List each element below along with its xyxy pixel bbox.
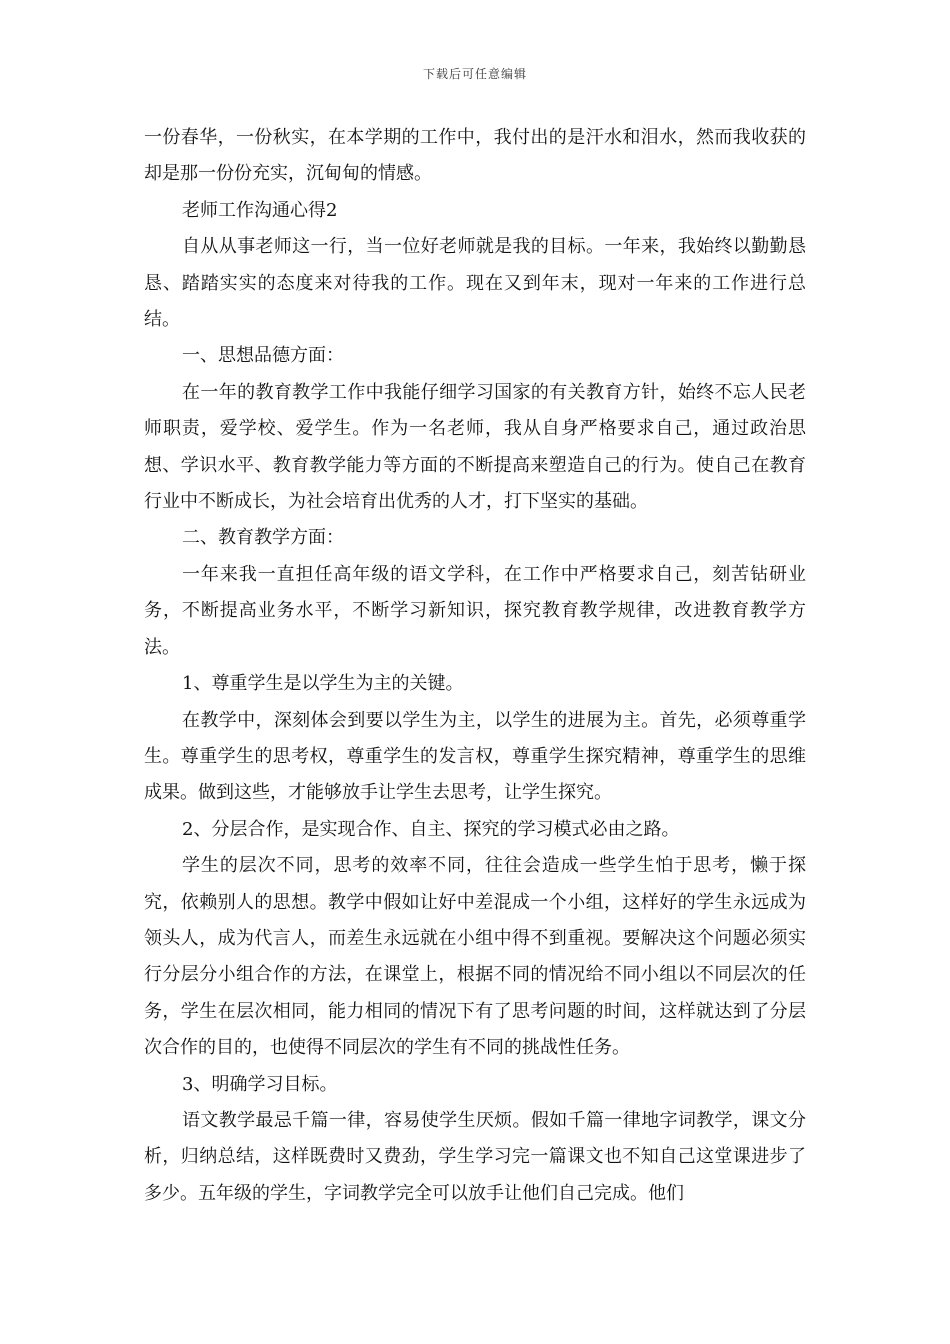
- section-title-2: 老师工作沟通心得2: [182, 199, 338, 221]
- point-3-title: 3、明确学习目标。: [182, 1073, 338, 1095]
- paragraph-teaching: 一年来我一直担任高年级的语文学科，在工作中严格要求自己，刻苦钻研业务，不断提高业务水平，不断学习新知识，探究教育教学规律，改进教育教学方法。: [144, 563, 806, 658]
- document-body: [144, 120, 806, 1212]
- point-3-body: 语文教学最忌千篇一律，容易使学生厌烦。假如千篇一律地字词教学，课文分析，归纳总结，这样既费时又费劲，学生学习完一篇课文也不知自己这堂课进步了多少。五年级的学生，字词教学完全可以放手让他们自己完成。他们: [144, 1109, 806, 1204]
- point-2-body: 学生的层次不同，思考的效率不同，往往会造成一些学生怕于思考，懒于探究，依赖别人的思想。教学中假如让好中差混成一个小组，这样好的学生永远成为领头人，成为代言人，而差生永远就在小组中得不到重视。要解决这个问题必须实行分层分小组合作的方法，在课堂上，根据不同的情况给不同小组以不同层次的任务，学生在层次相同，能力相同的情况下有了思考问题的时间，这样就达到了分层次合作的目的，也使得不同层次的学生有不同的挑战性任务。: [144, 855, 806, 1059]
- paragraph-intro: 自从从事老师这一行，当一位好老师就是我的目标。一年来，我始终以勤勤恳恳、踏踏实实的态度来对待我的工作。现在又到年末，现对一年来的工作进行总结。: [144, 236, 806, 331]
- heading-teaching: 二、教育教学方面：: [182, 527, 344, 549]
- paragraph-0: 一份春华，一份秋实，在本学期的工作中，我付出的是汗水和泪水，然而我收获的却是那一份份充实，沉甸甸的情感。: [144, 127, 806, 185]
- heading-moral: 一、思想品德方面：: [182, 345, 344, 367]
- point-1-title: 1、尊重学生是以学生为主的关键。: [182, 673, 464, 695]
- point-2-title: 2、分层合作，是实现合作、自主、探究的学习模式必由之路。: [182, 818, 680, 840]
- point-1-body: 在教学中，深刻体会到要以学生为主，以学生的进展为主。首先，必须尊重学生。尊重学生的思考权，尊重学生的发言权，尊重学生探究精神，尊重学生的思维成果。做到这些，才能够放手让学生去思考，让学生探究。: [144, 709, 806, 804]
- paragraph-moral: 在一年的教育教学工作中我能仔细学习国家的有关教育方针，始终不忘人民老师职责，爱学校、爱学生。作为一名老师，我从自身严格要求自己，通过政治思想、学识水平、教育教学能力等方面的不断提高来塑造自己的行为。使自己在教育行业中不断成长，为社会培育出优秀的人才，打下坚实的基础。: [144, 381, 806, 513]
- page-header: 下载后可任意编辑: [422, 67, 527, 81]
